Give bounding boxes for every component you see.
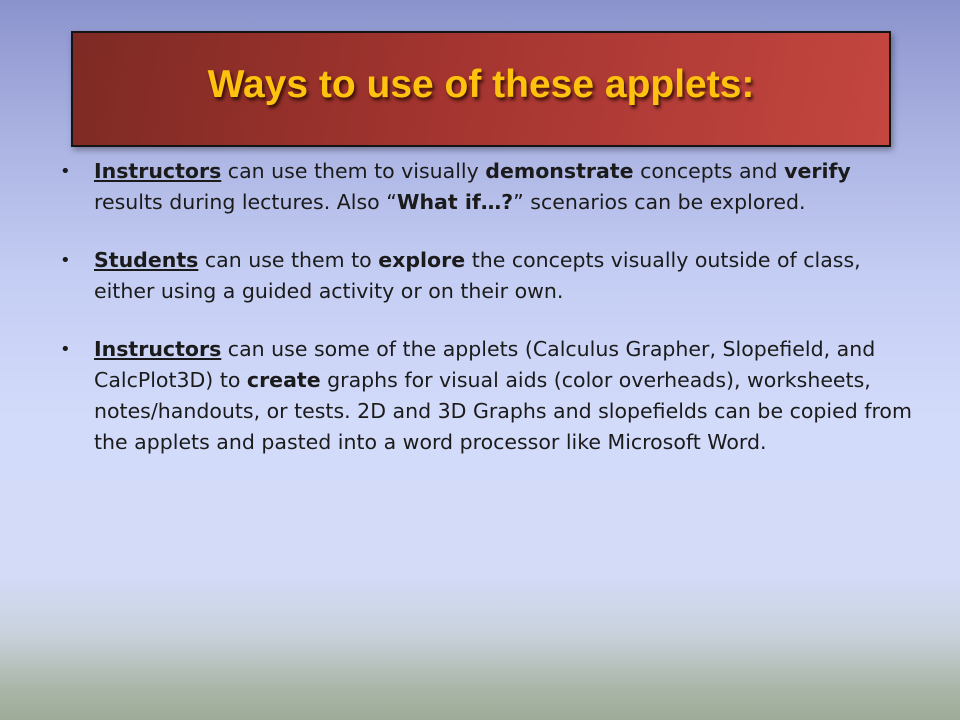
bullet-text: can use them to [198,248,379,272]
bullet-text: results during lectures. Also “ [94,190,397,214]
bullet-text: the concepts visually outside of class, either using a guided activity or on their own. [94,248,861,303]
bullet-text: concepts and [633,159,785,183]
bullet-item-students-explore [60,245,920,307]
bullet-lead: Instructors [94,337,222,361]
slide-title: Ways to use of these applets: [207,63,755,106]
bullet-emphasis: What if…? [396,190,514,214]
bullet-list [60,156,920,485]
bullet-item-instructors-create [60,334,920,458]
bullet-emphasis: explore [378,248,466,272]
bullet-marker: • [60,161,71,182]
title-banner [71,31,891,147]
bullet-lead: Instructors [94,159,222,183]
bullet-text: graphs for visual aids (color overheads), worksheets, notes/handouts, or tests. 2D and 3D Graphs and slopefields can be copied from the applets and pasted into a word processor like Microsoft Word. [94,368,912,454]
bullet-text: ” scenarios can be explored. [513,190,806,214]
bullet-text: can use some of the applets (Calculus Grapher, Slopefield, and CalcPlot3D) to [94,337,876,392]
bullet-emphasis: verify [784,159,851,183]
bullet-emphasis: demonstrate [485,159,634,183]
bullet-lead: Students [94,248,199,272]
bullet-marker: • [60,250,71,271]
bullet-emphasis: create [246,368,321,392]
bullet-marker: • [60,339,71,360]
bullet-text: can use them to visually [221,159,486,183]
bullet-item-instructors-demonstrate [60,156,920,218]
